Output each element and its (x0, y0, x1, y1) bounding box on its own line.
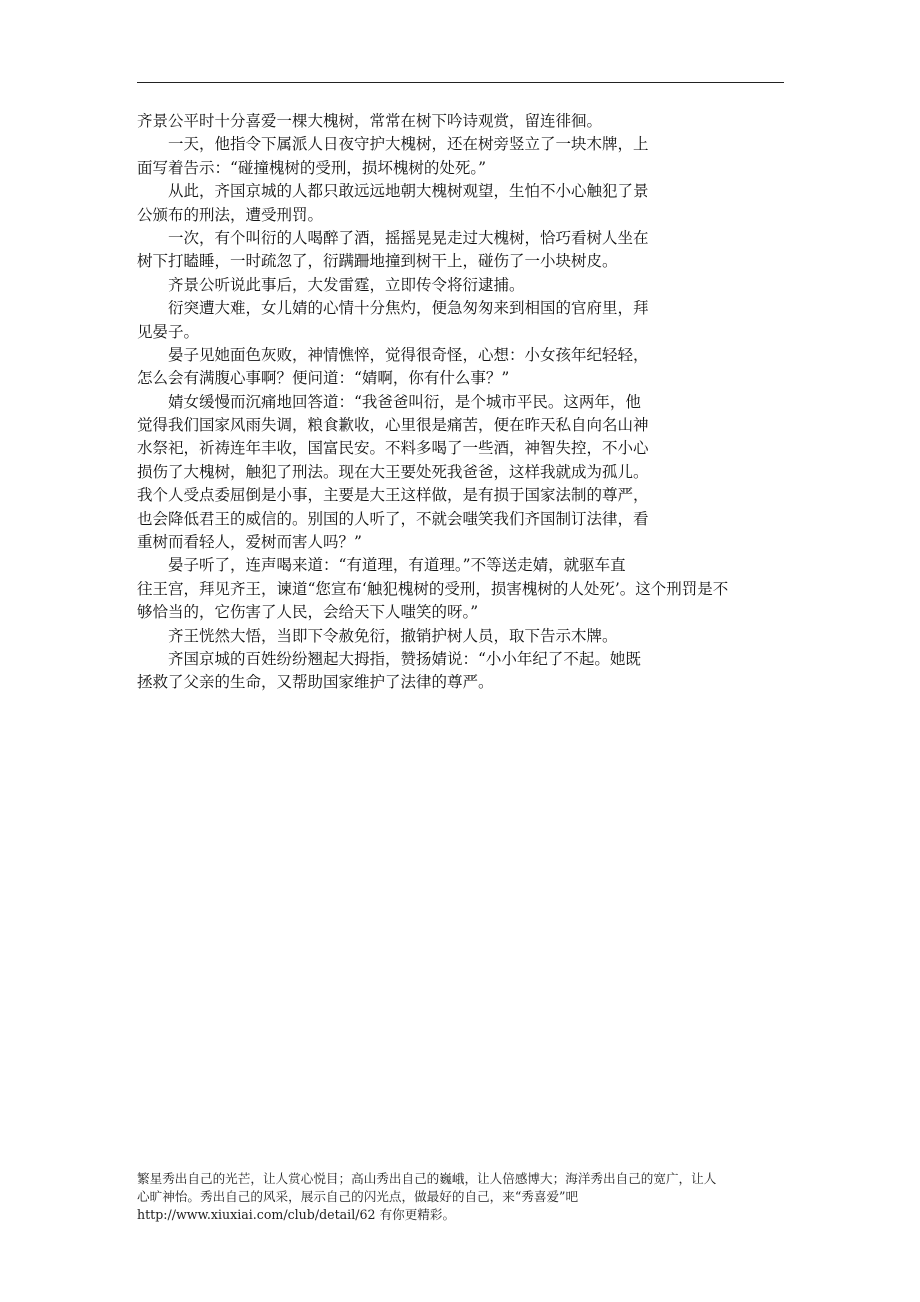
article-line: 重树而看轻人，爱树而害人吗？” (137, 533, 362, 552)
article-line: 水祭祀，祈祷连年丰收，国富民安。不料多喝了一些酒，神智失控，不小心 (137, 439, 649, 458)
article-line: 损伤了大槐树，触犯了刑法。现在大王要处死我爸爸，这样我就成为孤儿。 (137, 462, 649, 481)
article-line: 拯救了父亲的生命，又帮助国家维护了法律的尊严。 (137, 673, 494, 692)
article-line: 觉得我们国家风雨失调，粮食歉收，心里很是痛苦，便在昨天私自向名山神 (137, 416, 649, 435)
footer-line: 心旷神怡。秀出自己的风采，展示自己的闪光点，做最好的自己，来“秀喜爱”吧 (137, 1189, 579, 1204)
article-line: 晏子听了，连声喝来道：“有道理，有道理。”不等送走婧，就驱车直 (168, 556, 626, 575)
article-line: 齐国京城的百姓纷纷翘起大拇指，赞扬婧说：“小小年纪了不起。她既 (168, 649, 641, 668)
article-line: 齐景公平时十分喜爱一棵大槐树，常常在树下吟诗观赏，留连徘徊。 (137, 112, 603, 130)
article-line: 一次，有个叫衍的人喝醉了酒，摇摇晃晃走过大槐树，恰巧看树人坐在 (168, 228, 649, 247)
article-line: 往王宫，拜见齐王，谏道“您宣布‘触犯槐树的受刑，损害槐树的人处死’。这个刑罚是不 (137, 579, 729, 598)
article-line: 衍突遭大难，女儿婧的心情十分焦灼，便急匆匆来到相国的官府里，拜 (168, 299, 649, 318)
article-line: 够恰当的，它伤害了人民，会给天下人嗤笑的呀。” (137, 603, 479, 622)
article-line: 我个人受点委屈倒是小事，主要是大王这样做，是有损于国家法制的尊严， (137, 486, 649, 505)
article-line: 齐景公听说此事后，大发雷霆，立即传令将衍逮捕。 (168, 275, 525, 294)
article-line: 怎么会有满腹心事啊？便问道：“婧啊，你有什么事？” (137, 369, 510, 388)
article-line: 婧女缓慢而沉痛地回答道：“我爸爸叫衍，是个城市平民。这两年，他 (168, 392, 641, 411)
article-line: 见晏子。 (137, 322, 200, 341)
header-rule (137, 82, 784, 83)
article-line: 一天，他指令下属派人日夜守护大槐树，还在树旁竖立了一块木牌，上 (168, 135, 649, 154)
article-line: 也会降低君王的威信的。别国的人听了，不就会嗤笑我们齐国制订法律，看 (137, 509, 649, 528)
article-line: 齐王恍然大悟，当即下令赦免衍，撤销护树人员，取下告示木牌。 (168, 626, 618, 645)
article-body (137, 110, 782, 695)
article-line: 面写着告示：“碰撞槐树的受刑，损坏槐树的处死。” (137, 158, 487, 177)
footer-line: 繁星秀出自己的光芒，让人赏心悦目；高山秀出自己的巍峨，让人倍感博大；海洋秀出自己的宽广，让人 (137, 1171, 717, 1186)
article-line: 从此，齐国京城的人都只敢远远地朝大槐树观望，生怕不小心触犯了景 (168, 182, 649, 201)
article-line: 公颁布的刑法，遭受刑罚。 (137, 205, 324, 224)
article-line: 晏子见她面色灰败，神情憔悴，觉得很奇怪，心想：小女孩年纪轻轻， (168, 345, 649, 364)
article-line: 树下打瞌睡，一时疏忽了，衍蹒跚地撞到树干上，碰伤了一小块树皮。 (137, 252, 618, 271)
footer-link-line[interactable]: http://www.xiuxiai.com/club/detail/62 有你更精彩。 (137, 1207, 456, 1222)
footer-promo (137, 1170, 787, 1224)
